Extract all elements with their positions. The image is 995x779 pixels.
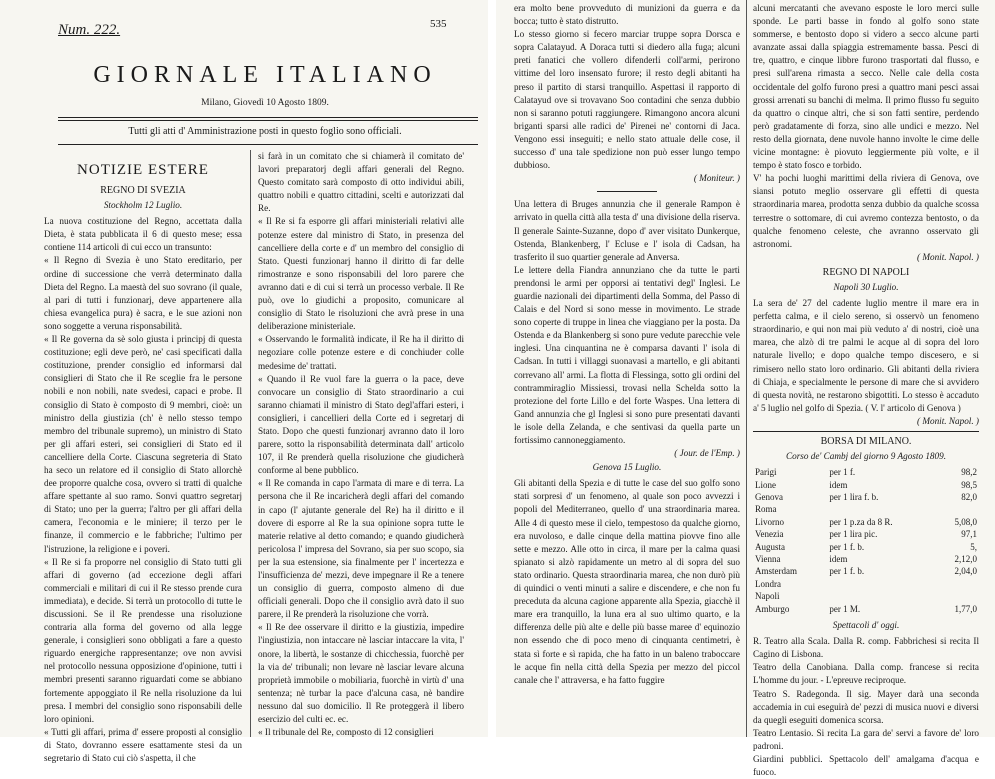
exchange-city: Amburgo [755, 603, 790, 614]
exchange-city: Napoli [755, 591, 780, 602]
exchange-terms: idem [829, 554, 848, 565]
exchange-terms [827, 503, 936, 515]
source-credit: ( Moniteur. ) [693, 173, 740, 184]
exchange-value: 2,12,0 [954, 554, 977, 565]
paragraph: « Il tribunale del Re, composto di 12 consiglieri [258, 727, 434, 738]
exchange-value: 5,08,0 [954, 516, 977, 527]
source-credit: ( Monit. Napol. ) [916, 415, 979, 426]
exchange-row [753, 565, 979, 577]
spectacle-item: Giardini pubblici. Spettacolo dell' amalgama d'acqua e fuoco. [753, 754, 979, 778]
column-1 [44, 158, 242, 764]
page-gutter [488, 0, 496, 737]
paragraph: « Il Regno di Svezia è uno Stato ereditario, per ordine di successione che verrà determinato dalla Dieta del Regno. La maestà del suo sovrano (il quale, al pari di tutti i funzionarj, deve appartenere alla chiesa evangelica pura) è sacra, e le sue azioni non sono soggette a veruna risponsabilità. [44, 255, 242, 331]
exchange-city: Roma [755, 504, 777, 515]
paragraph: Gli abitanti della Spezia e di tutte le case del suo golfo sono stati sorpresi d' un fenomeno, al quale son poco avvezzi i popoli del Mediterraneo, quello d' una straordinaria marea. Alle 4 di questo mese il cielo, tempestoso da qualche giorno, era nuvoloso, e dalle cinque della mattina piovve fino alle sette e mezzo. Alle otto in circa, il mare per la calma quasi spianato si alzò rapidamente un metro al di sopra del suo stato ordinario. Questa straordinaria marea, che non durò più di quindici o venti minuti a salire e discendere, e che non fu preceduta da alcuna cagione apparente alla Spezia, giacchè il mare era tranquillo, la luna era al suo ultimo quarto, e la differenza delle più alte e delle più basse maree d' equinozio non essendo che di poco meno di cinquanta centimetri, è stata sì forte e sì rapida, che ha fatto in un baleno traboccare le acque fin nella città della Spezia per mezzo del piccol canale che l' attraversa, e ha fatto fuggire [514, 478, 740, 685]
exchange-row [753, 553, 979, 565]
exchange-table [753, 466, 979, 615]
exchange-value [936, 578, 979, 590]
dateline: Milano, Giovedì 10 Agosto 1809. [201, 98, 329, 108]
exchange-value: 2,04,0 [954, 566, 977, 577]
exchange-terms [827, 590, 936, 602]
paragraph: alcuni mercatanti che avevano esposte le loro merci sulle sponde. Le parti basse in fondo al golfo sono state sommerse, e bentosto dopo si videro a secco alcune parti avanzate assai dalla spiaggia estremamente bassa. Pesci di tre, quattro, e cinque libbre furono trasportati dal flusso, e presi sull'arena rimasta a secco. Nelle cale della costa occidentale del golfo furono presi a quattro mani pesci assai grossi arrenati su banchi di melma. Il primo flusso fu seguito da quattro o cinque altri, che si son fatti sentire, perdendo però gradatamente di forza, sino alle undici e mezzo. Nel resto della giornata, dene nuvole hanno involte le cime delle vicine montagne: è piovuto leggiermente più volte, e il tempo è stato fosco e torbido. [753, 3, 979, 171]
separator [753, 431, 979, 432]
exchange-city: Londra [755, 578, 781, 589]
source-credit: ( Monit. Napol. ) [916, 251, 979, 262]
notice-rule [58, 144, 478, 145]
paragraph: La nuova costituzione del Regno, accettata dalla Dieta, è stata pubblicata il 6 di questo mese; essa contiene 114 articoli di cui ecco un transunto: [44, 216, 242, 253]
exchange-row [753, 491, 979, 503]
exchange-value: 82,0 [961, 492, 977, 502]
paragraph: Una lettera di Bruges annunzia che il generale Rampon è arrivato in quella città alla testa d' una divisione della riserva. Il generale Sainte-Suzanne, dopo d' aver visitato Dunkerque, Ostenda, Blankenberg, l' Ecluse e l' isola di Cadsan, ha trasferito il suo quartier generale ad Anversa. [514, 199, 740, 262]
exchange-row [753, 590, 979, 602]
place-date: Genova 15 Luglio. [592, 462, 662, 473]
exchange-city: Livorno [755, 516, 784, 527]
spectacle-item: Teatro della Canobiana. Dalla comp. francese si recita L'homme du jour. - L'epreuve reciproque. [753, 662, 979, 686]
header-rule-2 [58, 120, 478, 121]
paragraph: era molto bene provveduto di munizioni da guerra e da bocca; tutto è stato distrutto. [514, 3, 740, 27]
exchange-terms: per 1 lira pic. [829, 529, 878, 540]
issue-number: Num. 222. [58, 22, 121, 38]
paragraph: « Il Re dee osservare il diritto e la giustizia, impedire l'ingiustizia, non intaccare nè lasciar intaccare la vita, l' onore, la libertà, le sostanze di chicchessia, fuorchè per la via de' tribunali; non levare nè lasciar levare alcuna proprietà immobile o mobiliaria, fuorchè in virtù d' una sentenza; nè turbar la pace d'alcuna casa, nè bandire nessuno dal suo domicilio. Il Re proteggerà il libero esercizio del culti ec. ec. [258, 622, 464, 725]
exchange-terms: per 1 p.za da 8 R. [829, 516, 893, 527]
exchange-value: 5, [970, 541, 977, 552]
paragraph: si farà in un comitato che si chiamerà il comitato de' lavori preparatorj degli affari generali del Regno. Questo comitato sarà composto di otto individui abili, quattro nobili e quattro cittadini, scelti e autorizzati dal Re. [258, 151, 464, 214]
exchange-city: Lione [755, 479, 776, 490]
spectacle-item: Teatro Lentasio. Si recita La gara de' servi a favore de' loro padroni. [753, 727, 979, 751]
paragraph: « Tutti gli affari, prima d' essere proposti al consiglio di Stato, dovranno essere esattamente stesi da un segretario di Stato cui ciò s'aspetta, il che [44, 726, 242, 764]
exchange-value: 1,77,0 [954, 603, 977, 614]
paragraph: Le lettere della Fiandra annunziano che da tutte le parti prendonsi le armi per opporsi ai tentativi degl' Inglesi. Le guardie nazionali dei dipartimenti della Somma, del Passo di Calais e del Nord si sono messe in movimento. Le strade sono coperte di truppe in linea che viaggiano per la posta. Da Ostenda e da Blankenberg si sono pure vedute parecchie vele inglesi. Una cinquantina ne è comparsa davanti l' isola di Cadsan. In tutti i villaggi suonavasi a martello, e gli abitanti correvano all' armi. La flotta di Flessinga, sotto gli ordini del contrammiraglio Missiessi, trovasi nella Schelda sotto la protezione del forte Lillo e del forte Waspes. Una lettera di Gand annunzia che gl Inglesi si sono pure presentati davanti le isole della Zelanda, e che sentivasi da quella parte un fortissimo cannoneggiamento. [514, 264, 740, 445]
separator [597, 191, 657, 192]
exchange-subheading: Corso de' Cambj del giorno 9 Agosto 1809. [785, 451, 947, 462]
page-number: 535 [430, 18, 447, 30]
exchange-row [753, 516, 979, 528]
exchange-row [753, 503, 979, 515]
paragraph: « Quando il Re vuol fare la guerra o la pace, deve convocare un consiglio di Stato straordinario a cui saranno chiamati il ministro di Stato degl'affari esteri, i consiglieri, i cancellieri della Corte ed i segretarj di Stato. Dopo che questi funzionarj avranno dato il loro parere, sotto la risponsabilità determinata dall' articolo 107, il Re prenderà quella risoluzione che giudicherà conforme al bene pubblico. [258, 373, 464, 476]
exchange-city: Amsterdam [755, 566, 797, 577]
exchange-city: Parigi [755, 467, 777, 478]
exchange-value [936, 590, 979, 602]
paragraph: « Il Re si fa proporre nel consiglio di Stato tutti gli affari di governo (ad eccezione degli affari commerciali e militari di cui il Re stesso prende cura immediata), e decide. Si terrà un protocollo di tutte le discussioni. Se il Re prendesse una risoluzione contraria alla forma del governo od alla legge generale, i consiglieri sono obbligati a fare a questo riguardo energiche rappresentanze; ove non avvisi nel protocollo nessuna opposizione d'opinione, tutti i membri presenti saranno riguardati come se abbiano fortemente appoggiato il Re nella risoluzione da lui presa. I membri del consiglio sono risponsabili delle loro opinioni. [44, 556, 242, 724]
column-2 [258, 150, 464, 738]
country-heading: REGNO DI SVEZIA [100, 185, 186, 196]
exchange-terms: per 1 f. b. [829, 566, 865, 577]
exchange-terms: per 1 lira f. b. [829, 492, 879, 502]
exchange-value [936, 503, 979, 515]
exchange-heading: BORSA DI MILANO. [820, 436, 912, 447]
paragraph: « Il Re comanda in capo l'armata di mare e di terra. La persona che il Re incaricherà degli affari del comando in capo (l' ajutante generale del Re) ha il diritto e il dovere di esporre al Re la sua opinione sopra tutte le materie relative al detto comando; e quando giudicherà pericolosa l' impresa del Sovrano, sia per suo scopo, sia per la sua estensione, sia finalmente per l' incertezza e l'insufficienza de' mezzi, deve impegnare il Re a tenere un consiglio di guerra, composto almeno di due officiali generali. Dopo che il consiglio avrà dato il suo parere, il Re prenderà la risoluzione che vorrà. [258, 478, 464, 620]
exchange-value: 97,1 [961, 529, 977, 540]
exchange-terms: per 1 M. [829, 603, 861, 614]
paragraph: V' ha pochi luoghi marittimi della riviera di Genova, ove siansi potuto meglio osservare gli effetti di questa straordinaria marea, prodotta senza dubbio da qualche scossa terrestre o sottomare, di cui avremo contezza bentosto, o da qualche fenomeno celeste, che avranno osservato gli astronomi. [753, 173, 979, 249]
exchange-city: Augusta [755, 541, 785, 552]
country-heading: REGNO DI NAPOLI [822, 266, 910, 278]
spectacle-item: R. Teatro alla Scala. Dalla R. comp. Fabbrichesi si recita Il Cagino di Lisbona. [753, 636, 979, 660]
column-4 [753, 2, 979, 778]
spectacle-item: Teatro S. Radegonda. Il sig. Mayer darà una seconda accademia in cui eseguirà de' pezzi di musica nuovi e diversi da quegli eseguiti domenica scorsa. [753, 688, 979, 725]
exchange-terms: idem [829, 479, 848, 490]
paragraph: « Il Re si fa esporre gli affari ministeriali relativi alle potenze estere dal ministro di Stato, in presenza del cancelliere della corte e d' un membro del consiglio di Stato. Questi funzionarj hanno il diritto di far delle rimostranze e sono risponsabili del loro parere che avranno dati e di cui si terrà un processo verbale. Il Re può, ove lo giudichi a proposito, comunicare al consiglio di Stato le risoluzioni che avrà prese in una deliberazione ministeriale. [258, 216, 464, 332]
newspaper-title: GIORNALE ITALIANO [93, 62, 437, 88]
exchange-city: Venezia [755, 529, 784, 540]
source-credit: ( Jour. de l'Emp. ) [674, 448, 740, 459]
spectacles-heading: Spettacoli d' oggi. [832, 620, 900, 631]
paragraph: « Osservando le formalità indicate, il Re ha il diritto di negoziare colle potenze estere e di conchiuder colle medesime de' trattati. [258, 334, 464, 371]
right-page [496, 0, 995, 778]
exchange-row [753, 603, 979, 615]
column-divider [250, 150, 251, 737]
paragraph: Lo stesso giorno si fecero marciar truppe sopra Dorsca e sopra Calatayud. A Doraca tutti si diedero alla fuga; alcuni preti fanatici che vollero difenderli coll'armi, perirono vittime del loro insensato furore; il resto degli abitanti ha preso il partito di starsi tranquillo. Aspettasi il rapporto di Calatayud ove si trovavano Soo contadini che senza dubbio non si saranno potuti raggiungere. Rimangono ancora alcuni briganti sparsi alle radici de' Pirenei ne' contorni di Jaca. Vengono essi inseguiti; e nello stato attuale delle cose, il successo d' una tale spedizione non può esser lungo tempo dubbioso. [514, 29, 740, 171]
exchange-terms: per 1 f. b. [829, 541, 865, 552]
paragraph: « Il Re governa da sè solo giusta i principj di questa costituzione; egli deve però, ne' casi specificati dalla costituzione, prender consiglio ed informarsi dal consiglieri di Stato che il Re sceglie fra le persone nobili e non nobili, nate svedesi, capaci e probe. Il consiglio di Stato è composto di 9 membri, cioè: un ministro della giustizia (ch' è nello stesso tempo membro del tribunale supremo), un ministro di Stato per gli affari esteri, sei consiglieri di Stato ed il cancelliere della Corte. Ciascuna segreteria di Stato ha seco un relatore ed il consiglio di Stato allorchè dee proporre qualche cosa, ovvero si tratti di qualche affare spettante al suo ramo. Sonvi quattro segretarj di Stato; uno per la guerra; l'altro per gli affari della camera, l'economia e le miniere; il terzo per le finanze, il commercio e le fabbriche; l'ultimo per l'istruzione, la religione e i poveri. [44, 334, 242, 554]
exchange-row [753, 578, 979, 590]
paragraph: La sera de' 27 del cadente luglio mentre il mare era in perfetta calma, e il cielo sereno, si osservò un fenomeno straordinario, e qui non mai più veduto a' di nostri, cioè una marea, che alzò di tre palmi le acque al di sopra del loro naturale livello; e dopo qualche tempo discesero, e si rimisero nello stato loro ordinario. Gli abitanti della riviera di Chiaja, e specialmente le persone di mare che si avvidero di questa novità, ne restarono sbigottiti. Lo stesso è accaduto a' 5 luglio nel golfo di Spezia. ( V. l' articolo di Genova ) [753, 298, 979, 413]
official-notice: Tutti gli atti d' Amministrazione posti in questo foglio sono officiali. [128, 126, 402, 137]
exchange-value: 98,2 [961, 467, 977, 478]
exchange-terms: per 1 f. [829, 467, 856, 478]
exchange-row [753, 466, 979, 478]
exchange-city: Vienna [755, 554, 781, 565]
exchange-table-body [753, 466, 979, 615]
place-date: Stockholm 12 Luglio. [103, 200, 183, 211]
exchange-row [753, 479, 979, 491]
exchange-row [753, 541, 979, 553]
section-heading: NOTIZIE ESTERE [77, 162, 209, 178]
header-rule [58, 117, 478, 118]
place-date: Napoli 30 Luglio. [833, 281, 899, 292]
exchange-city: Genova [755, 492, 783, 502]
left-page [0, 0, 488, 764]
column-divider [746, 0, 747, 737]
exchange-row [753, 528, 979, 540]
column-3 [514, 2, 740, 735]
exchange-value: 98,5 [961, 479, 977, 490]
exchange-terms [827, 578, 936, 590]
